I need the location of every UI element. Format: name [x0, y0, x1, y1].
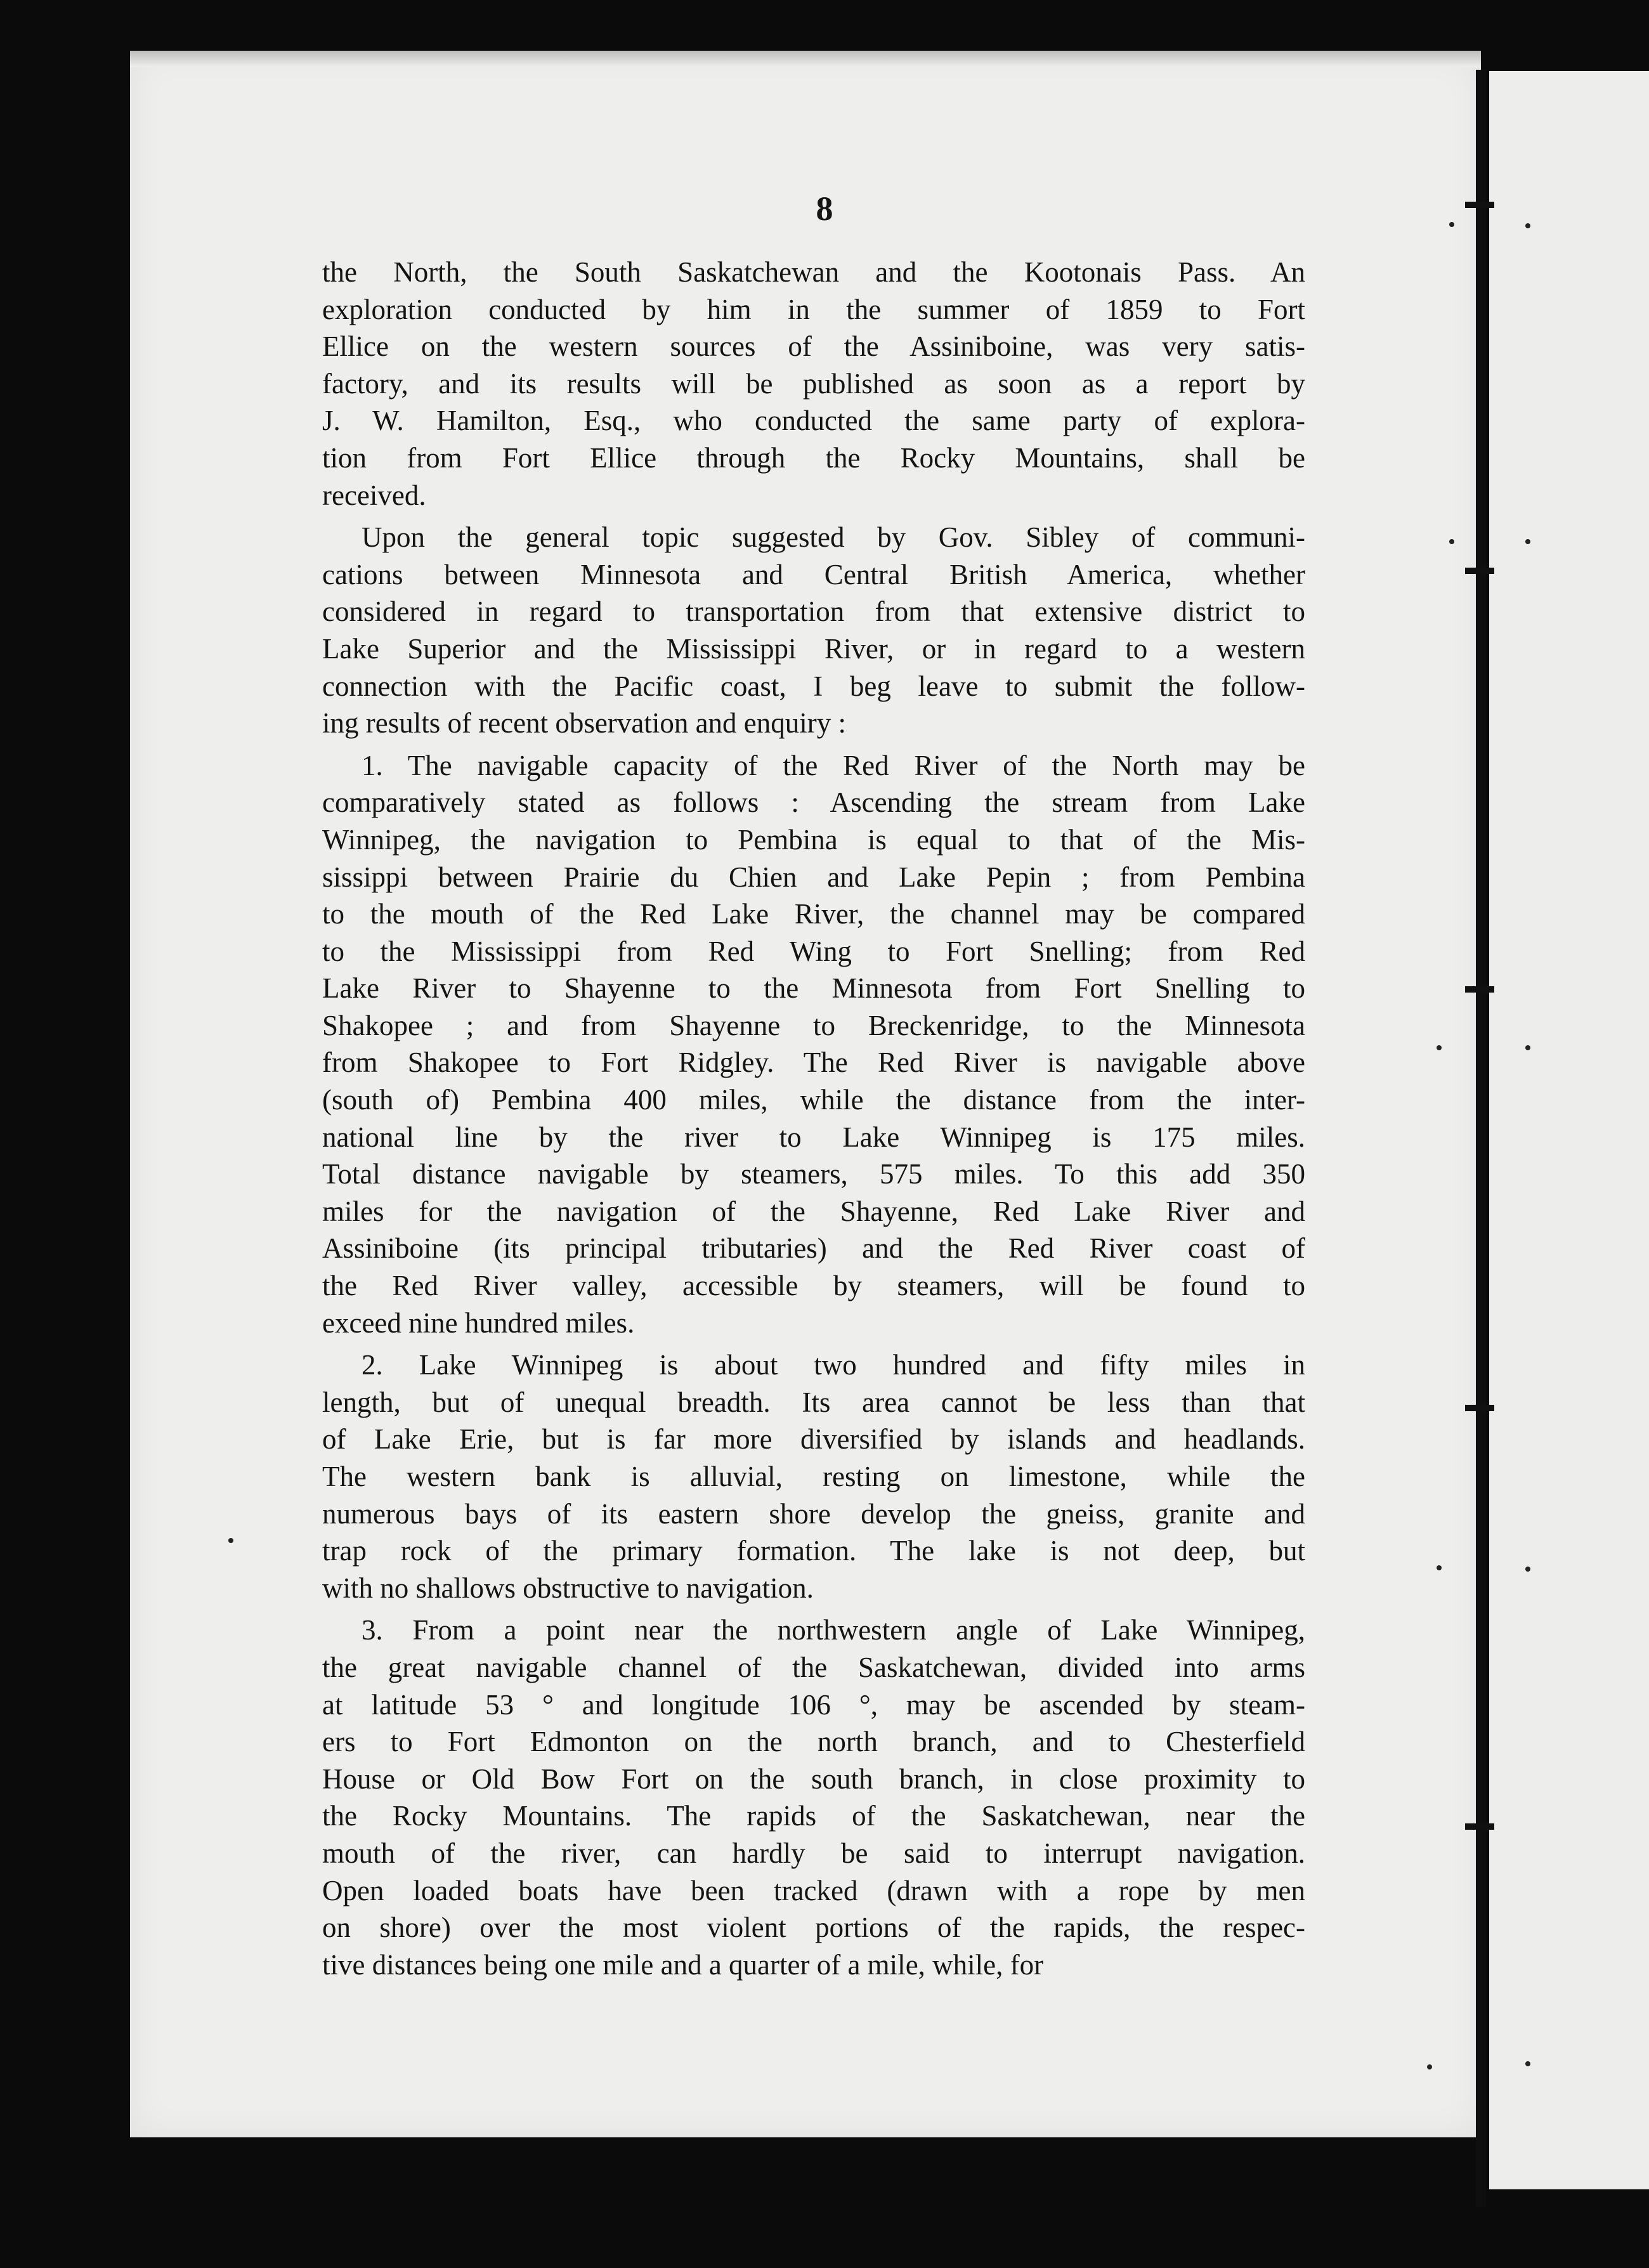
text-line: comparatively stated as follows : Ascending the stream from Lake — [322, 786, 1305, 819]
text-line: 2. Lake Winnipeg is about two hundred and fifty miles in — [362, 1349, 1305, 1381]
scan-speck — [1427, 2064, 1432, 2069]
text-line: national line by the river to Lake Winnipeg is 175 miles. — [322, 1121, 1305, 1153]
text-line: exploration conducted by him in the summer of 1859 to Fort — [322, 293, 1305, 325]
text-line: Upon the general topic suggested by Gov. Sibley of communi- — [362, 521, 1305, 554]
text-line: from Shakopee to Fort Ridgley. The Red River is navigable above — [322, 1046, 1305, 1079]
paragraph — [322, 1346, 1305, 1606]
gutter-notch — [1465, 1823, 1494, 1830]
text-line: the Red River valley, accessible by steamers, will be found to — [322, 1270, 1305, 1302]
text-line: Shakopee ; and from Shayenne to Breckenridge, to the Minnesota — [322, 1009, 1305, 1041]
scan-speck — [1437, 1045, 1442, 1050]
scan-speck — [1525, 1045, 1530, 1050]
text-line: The western bank is alluvial, resting on limestone, while the — [322, 1461, 1305, 1492]
text-line: of Lake Erie, but is far more diversified by islands and headlands. — [322, 1423, 1305, 1456]
page-top-edge — [130, 51, 1481, 67]
text-line: trap rock of the primary formation. The lake is not deep, but — [322, 1535, 1305, 1567]
gutter-notch — [1465, 1405, 1494, 1411]
book-gutter — [1476, 70, 1486, 2207]
text-line: exceed nine hundred miles. — [322, 1307, 635, 1339]
text-line: ers to Fort Edmonton on the north branch, and to Chesterfield — [322, 1726, 1305, 1758]
text-line: (south of) Pembina 400 miles, while the distance from the inter- — [322, 1084, 1305, 1116]
gutter-notch — [1465, 568, 1494, 574]
text-line: 1. The navigable capacity of the Red River of the North may be — [362, 749, 1305, 781]
text-line: miles for the navigation of the Shayenne, Red Lake River and — [322, 1195, 1305, 1227]
paragraph — [322, 747, 1305, 1342]
text-line: Lake Superior and the Mississippi River, or in regard to a western — [322, 632, 1305, 665]
text-line: Ellice on the western sources of the Assiniboine, was very satis- — [322, 330, 1305, 363]
scan-speck — [1525, 539, 1530, 544]
text-line: Assiniboine (its principal tributaries) and the Red River coast of — [322, 1232, 1305, 1265]
text-line: on shore) over the most violent portions of the rapids, the respec- — [322, 1912, 1305, 1944]
text-line: connection with the Pacific coast, I beg leave to submit the follow- — [322, 670, 1305, 702]
text-line: mouth of the river, can hardly be said to interrupt navigation. — [322, 1837, 1305, 1869]
text-line: cations between Minnesota and Central British America, whether — [322, 558, 1305, 590]
paragraph — [322, 254, 1305, 514]
scan-speck — [1525, 1567, 1530, 1572]
text-line: length, but of unequal breadth. Its area cannot be less than that — [322, 1386, 1305, 1418]
scan-speck — [1525, 2061, 1530, 2066]
text-line: the Rocky Mountains. The rapids of the Saskatchewan, near the — [322, 1800, 1305, 1832]
text-line: considered in regard to transportation from that extensive district to — [322, 596, 1305, 628]
text-line: Open loaded boats have been tracked (drawn with a rope by men — [322, 1874, 1305, 1906]
body-text — [322, 254, 1305, 1988]
text-line: factory, and its results will be published as soon as a report by — [322, 367, 1305, 400]
paragraph — [322, 1612, 1305, 1983]
text-line: ing results of recent observation and enquiry : — [322, 707, 847, 740]
text-line: at latitude 53 ° and longitude 106 °, may be ascended by steam- — [322, 1688, 1305, 1721]
text-line: numerous bays of its eastern shore develop the gneiss, granite and — [322, 1497, 1305, 1530]
text-line: received. — [322, 479, 426, 511]
gutter-notch — [1465, 986, 1494, 993]
text-line: J. W. Hamilton, Esq., who conducted the same party of explora- — [322, 405, 1305, 437]
text-line: 3. From a point near the northwestern angle of Lake Winnipeg, — [362, 1614, 1305, 1646]
text-line: Total distance navigable by steamers, 575 miles. To this add 350 — [322, 1158, 1305, 1190]
text-line: House or Old Bow Fort on the south branch, in close proximity to — [322, 1763, 1305, 1795]
text-line: to the mouth of the Red Lake River, the channel may be compared — [322, 898, 1305, 930]
text-line: Winnipeg, the navigation to Pembina is equal to that of the Mis- — [322, 823, 1305, 856]
scan-speck — [1449, 539, 1454, 544]
text-line: the North, the South Saskatchewan and the Kootonais Pass. An — [322, 256, 1305, 288]
text-line: tion from Fort Ellice through the Rocky Mountains, shall be — [322, 441, 1305, 474]
adjacent-page-edge — [1489, 71, 1649, 2189]
text-line: the great navigable channel of the Saskatchewan, divided into arms — [322, 1651, 1305, 1683]
text-line: Lake River to Shayenne to the Minnesota from Fort Snelling to — [322, 972, 1305, 1005]
text-line: to the Mississippi from Red Wing to Fort Snelling; from Red — [322, 935, 1305, 967]
scan-speck — [1437, 1565, 1442, 1570]
text-line: sissippi between Prairie du Chien and Lake Pepin ; from Pembina — [322, 861, 1305, 893]
paragraph — [322, 519, 1305, 742]
text-line: tive distances being one mile and a quarter of a mile, while, for — [322, 1948, 1044, 1981]
scan-speck — [228, 1538, 233, 1543]
page-number: 8 — [816, 190, 833, 228]
text-line: with no shallows obstructive to navigation. — [322, 1572, 814, 1604]
